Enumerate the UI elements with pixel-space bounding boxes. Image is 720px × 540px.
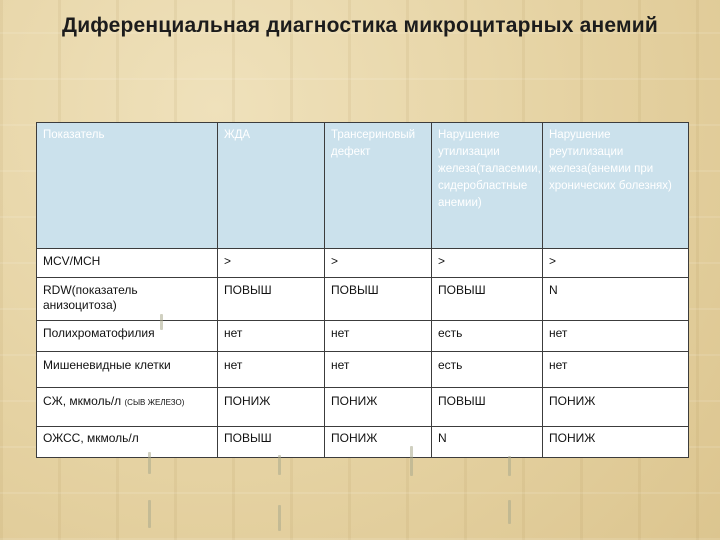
table-cell: ПОВЫШ	[432, 278, 543, 321]
table-cell: ПОНИЖ	[543, 427, 689, 458]
header-cell-transferrin-defect: Трансериновый дефект	[325, 123, 432, 249]
background-texture-line	[278, 505, 281, 531]
table-cell: нет	[218, 352, 325, 388]
table-cell: >	[543, 249, 689, 278]
table-cell: ПОНИЖ	[325, 388, 432, 427]
background-texture-line	[160, 314, 163, 330]
row-label: MCV/MCH	[37, 249, 218, 278]
background-texture-line	[508, 500, 511, 524]
slide-title: Диференциальная диагностика микроцитарных анемий	[62, 14, 658, 37]
table-cell: N	[543, 278, 689, 321]
header-cell-indicator: Показатель	[37, 123, 218, 249]
table-row	[37, 427, 689, 458]
table-cell: >	[432, 249, 543, 278]
background-texture-line	[148, 500, 151, 528]
table-cell: ПОВЫШ	[432, 388, 543, 427]
table-cell: ПОНИЖ	[543, 388, 689, 427]
table-row	[37, 388, 689, 427]
row-label	[37, 388, 218, 427]
table-cell: есть	[432, 352, 543, 388]
table-cell: нет	[543, 352, 689, 388]
table-cell: нет	[325, 321, 432, 352]
table-cell: есть	[432, 321, 543, 352]
table-header-row	[37, 123, 689, 249]
table-row	[37, 278, 689, 321]
table-cell: ПОВЫШ	[218, 278, 325, 321]
table-cell: N	[432, 427, 543, 458]
row-label: ОЖСС, мкмоль/л	[37, 427, 218, 458]
table-cell: ПОНИЖ	[325, 427, 432, 458]
table-cell: нет	[543, 321, 689, 352]
diagnosis-table	[36, 122, 689, 458]
table-row	[37, 249, 689, 278]
table-cell: ПОНИЖ	[218, 388, 325, 427]
table-row	[37, 352, 689, 388]
row-label: Мишеневидные клетки	[37, 352, 218, 388]
header-cell-iron-utilization: Нарушение утилизации железа(таласемии, сидеробластные анемии)	[432, 123, 543, 249]
background-texture-line	[278, 455, 281, 475]
background-texture-line	[410, 446, 413, 476]
background-texture-line	[508, 456, 511, 476]
table-cell: ПОВЫШ	[325, 278, 432, 321]
row-label: RDW(показатель анизоцитоза)	[37, 278, 218, 321]
background-texture-line	[148, 452, 151, 474]
table-cell: нет	[325, 352, 432, 388]
table-row	[37, 321, 689, 352]
row-label-text: СЖ, мкмоль/л	[43, 394, 122, 408]
header-cell-ida: ЖДА	[218, 123, 325, 249]
row-label-note: (СЫВ ЖЕЛЕЗО)	[124, 398, 185, 407]
row-label: Полихроматофилия	[37, 321, 218, 352]
table-cell: ПОВЫШ	[218, 427, 325, 458]
header-cell-iron-reutilization: Нарушение реутилизации железа(анемии при хронических болезнях)	[543, 123, 689, 249]
table-cell: нет	[218, 321, 325, 352]
table-cell: >	[218, 249, 325, 278]
table-cell: >	[325, 249, 432, 278]
